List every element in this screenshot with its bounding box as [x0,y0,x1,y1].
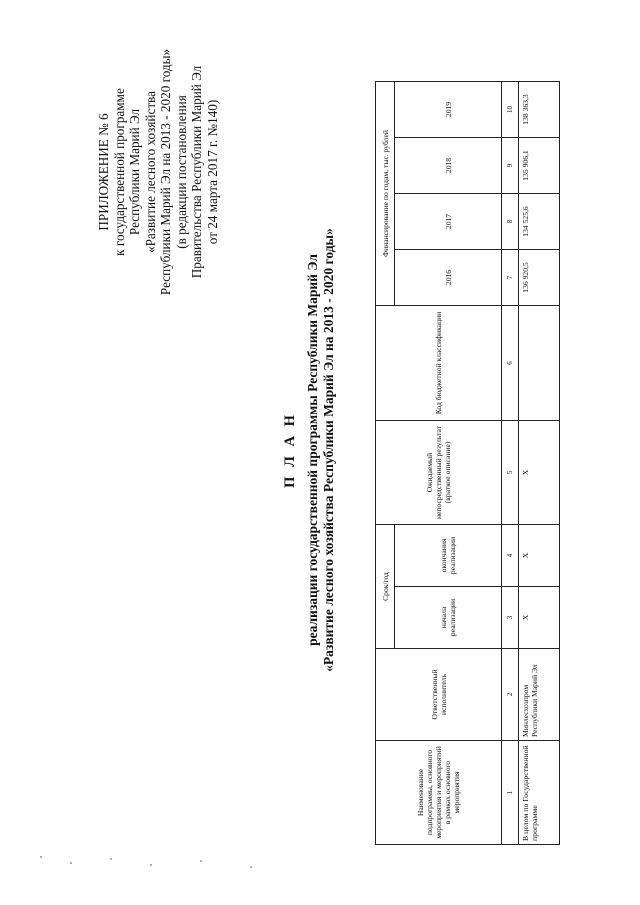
column-number: 1 [502,741,519,845]
appendix-header [96,32,220,312]
header-name: Наименование подпрограммы, основного мероприятия и мероприятий в рамках основного мероприятия [376,741,502,845]
header-financing: Финансирование по годам, тыс. рублей [376,82,395,306]
header-year: 2019 [395,82,502,138]
plan-title-block [282,105,337,795]
appendix-line: Республики Марий Эл на 2013 - 2020 годы» [158,48,173,296]
header-term: Срок/год [376,525,395,649]
column-number-row [502,82,519,845]
row-value-2018: 135 906,1 [519,138,560,194]
header-result: Ожидаемый непосредственный результат (краткое описание) [376,421,502,525]
column-number: 5 [502,421,519,525]
column-number: 7 [502,250,519,306]
row-name: В целом по Государственной программе [519,741,560,845]
row-end: X [519,525,560,587]
row-budget-code [519,306,560,421]
plan-table [375,81,560,845]
appendix-line: (в редакции постановления [173,95,189,249]
appendix-line: Правительства Республики Марий Эл [189,65,204,279]
header-budget-code: Код бюджетной классификации [376,306,502,421]
header-year: 2018 [395,138,502,194]
header-executor: Ответственный исполнитель [376,649,502,741]
column-number: 9 [502,138,519,194]
row-executor: Минлесхозпром Республики Марий Эл [519,649,560,741]
plan-subtitle-line-1: реализации государственной программы Республики Марий Эл [305,254,320,646]
table-row [519,82,560,845]
appendix-line: Республики Марий Эл [127,108,142,236]
row-value-2017: 134 525,6 [519,194,560,250]
column-number: 8 [502,194,519,250]
column-number: 3 [502,587,519,649]
row-start: X [519,587,560,649]
appendix-line: от 24 марта 2017 г. №140) [204,99,220,245]
column-number: 4 [502,525,519,587]
appendix-title: ПРИЛОЖЕНИЕ № 6 [96,113,111,231]
header-term-end: окончания реализации [395,525,502,587]
row-result: X [519,421,560,525]
column-number: 2 [502,649,519,741]
row-value-2016: 136 920,5 [519,250,560,306]
header-year: 2016 [395,250,502,306]
column-number: 10 [502,82,519,138]
header-term-start: начала реализации [395,587,502,649]
appendix-line: «Развитие лесного хозяйства [142,90,158,254]
appendix-line: к государственной программе [111,88,127,256]
column-number: 6 [502,306,519,421]
table-header-row [376,82,395,845]
plan-title: П Л А Н [282,412,298,488]
header-year: 2017 [395,194,502,250]
plan-subtitle-line-2: «Развитие лесного хозяйства Республики Марий Эл на 2013 - 2020 годы» [321,228,336,672]
row-value-2019: 138 363,3 [519,82,560,138]
